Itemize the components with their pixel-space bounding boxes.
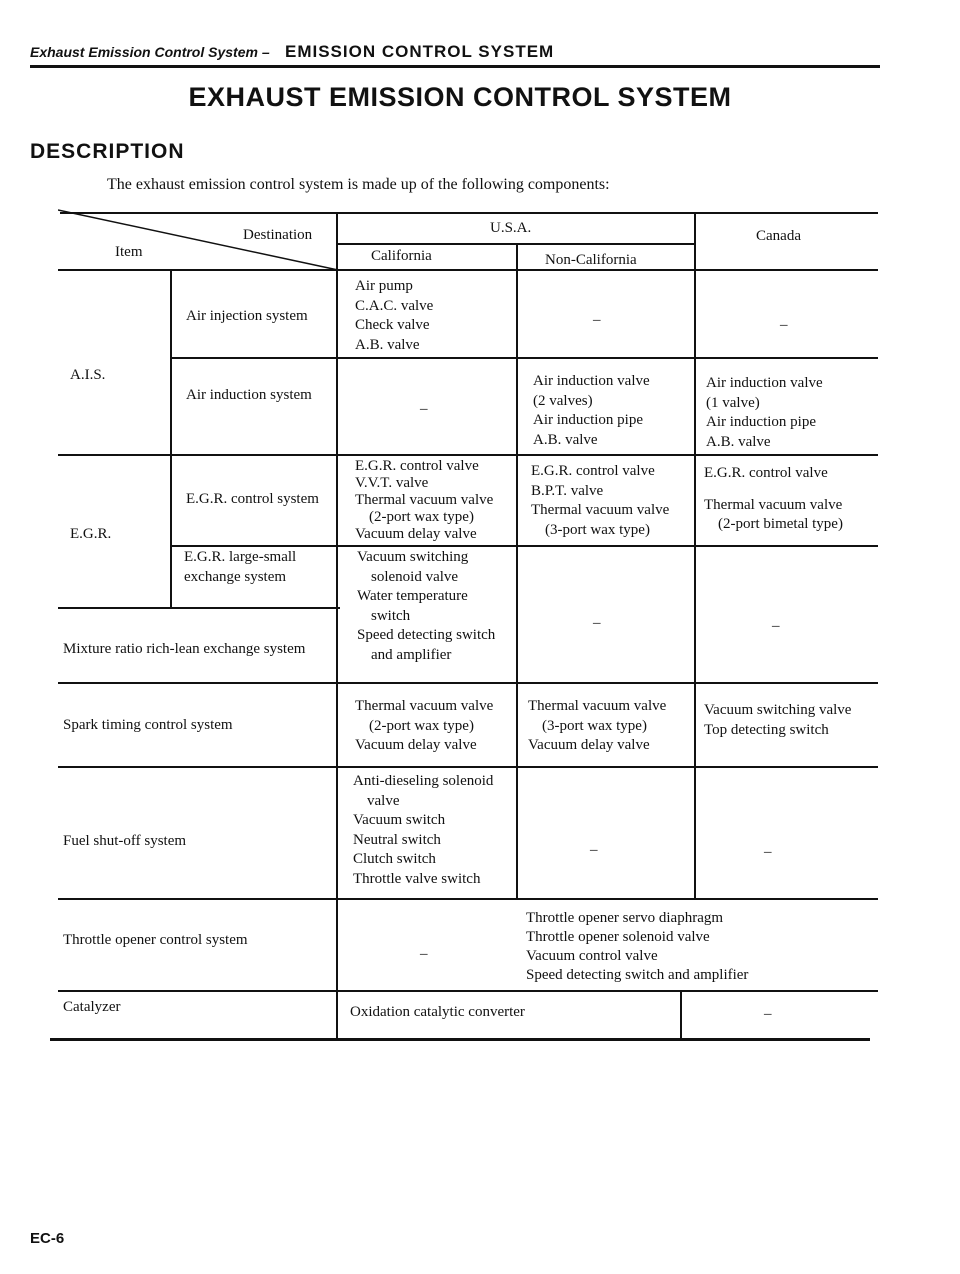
- cell-line: C.A.C. valve: [355, 297, 434, 314]
- cell-line: valve: [367, 792, 400, 809]
- egr-control-non-california: [531, 462, 669, 540]
- cell-line: Vacuum delay valve: [355, 737, 477, 753]
- cell-line: Vacuum delay valve: [355, 526, 477, 542]
- table-bottom-rule: [50, 1038, 870, 1041]
- egr-mid-rule: [170, 545, 878, 547]
- egr-control-canada: [704, 464, 843, 535]
- egr-control-california: [355, 458, 493, 543]
- page-number: EC-6: [30, 1230, 65, 1247]
- header-section-title: EMISSION CONTROL SYSTEM: [285, 42, 555, 61]
- fuel-label: Fuel shut-off system: [63, 833, 187, 849]
- subitem-divider: [170, 269, 172, 607]
- spark-label: Spark timing control system: [63, 717, 233, 733]
- mixture-canada: –: [772, 618, 780, 634]
- egr-control-label: E.G.R. control system: [186, 491, 319, 507]
- cell-line: Air induction pipe: [533, 412, 643, 428]
- cell-line: Thermal vacuum valve: [704, 496, 843, 513]
- cell-line: (2-port wax type): [369, 717, 474, 734]
- page-title: EXHAUST EMISSION CONTROL SYSTEM: [188, 82, 732, 112]
- air-injection-label: Air injection system: [186, 308, 308, 324]
- fuel-canada: –: [764, 844, 772, 860]
- air-induction-label: Air induction system: [186, 387, 312, 403]
- cell-line: Throttle valve switch: [353, 870, 481, 887]
- catalyzer-label: Catalyzer: [63, 999, 121, 1015]
- ais-bottom-rule: [58, 454, 878, 456]
- cell-line: Vacuum delay valve: [528, 737, 650, 753]
- cell-line: and amplifier: [371, 646, 452, 663]
- cell-line: Speed detecting switch: [357, 627, 496, 643]
- header-section-italic: Exhaust Emission Control System –: [30, 44, 270, 60]
- mixture-bottom-rule: [58, 682, 878, 684]
- cell-line: E.G.R. control valve: [531, 463, 655, 479]
- cell-line: (3-port wax type): [545, 521, 650, 538]
- air-injection-non-california: –: [593, 312, 601, 328]
- cell-line: (1 valve): [706, 394, 760, 411]
- header-non-california: Non-California: [545, 252, 637, 268]
- ais-mid-rule: [170, 357, 878, 359]
- cell-line: Check valve: [355, 317, 430, 333]
- egr-label: E.G.R.: [70, 526, 112, 542]
- catalyzer-usa: Oxidation catalytic converter: [350, 1004, 525, 1020]
- cell-line: exchange system: [184, 568, 287, 585]
- cell-line: solenoid valve: [371, 568, 459, 585]
- air-injection-california: [355, 277, 433, 355]
- header-item: Item: [115, 244, 143, 260]
- cell-line: Vacuum switching: [357, 549, 469, 565]
- fuel-bottom-rule: [58, 898, 878, 900]
- cell-line: A.B. valve: [533, 431, 598, 448]
- header-usa: U.S.A.: [490, 220, 532, 236]
- fuel-california: [353, 772, 493, 889]
- air-induction-non-california: [533, 372, 650, 450]
- cell-line: Vacuum switch: [353, 812, 446, 828]
- cell-line: Thermal vacuum valve: [528, 698, 667, 714]
- cell-line: B.P.T. valve: [531, 482, 604, 499]
- spark-bottom-rule: [58, 766, 878, 768]
- mixture-non-california: –: [593, 615, 601, 631]
- cell-line: (2-port bimetal type): [718, 516, 843, 532]
- cell-line: V.V.T. valve: [355, 475, 429, 491]
- california-divider: [516, 243, 518, 898]
- mixture-label: Mixture ratio rich-lean exchange system: [63, 641, 306, 657]
- air-injection-canada: –: [780, 317, 788, 333]
- cell-line: Clutch switch: [353, 851, 436, 867]
- spark-california: [355, 697, 493, 756]
- air-induction-canada: [706, 374, 823, 452]
- catalyzer-canada: –: [764, 1006, 772, 1022]
- throttle-california: –: [420, 946, 428, 962]
- cell-line: E.G.R. control valve: [704, 465, 828, 481]
- header-california: California: [371, 248, 432, 264]
- ais-label: A.I.S.: [70, 367, 106, 383]
- cell-line: Vacuum control valve: [526, 948, 658, 964]
- item-divider: [336, 212, 338, 1040]
- cell-line: Air induction valve: [706, 375, 823, 391]
- cell-line: Throttle opener servo diaphragm: [526, 910, 724, 926]
- canada-divider-upper: [694, 212, 696, 898]
- cell-line: Anti-dieseling solenoid: [353, 773, 494, 789]
- throttle-other: [526, 909, 748, 985]
- cell-line: Thermal vacuum valve: [531, 502, 670, 518]
- cell-line: E.G.R. control valve: [355, 458, 479, 474]
- mixture-california: [357, 548, 495, 665]
- spark-canada: [704, 701, 851, 740]
- cell-line: Air pump: [355, 278, 413, 294]
- canada-divider-lower: [680, 990, 682, 1040]
- cell-line: Vacuum switching valve: [704, 702, 852, 718]
- cell-line: switch: [371, 607, 411, 624]
- egr-large-small-label: [184, 548, 296, 587]
- header-canada: Canada: [756, 228, 801, 244]
- intro-paragraph: The exhaust emission control system is made up of the following components:: [107, 176, 610, 193]
- cell-line: Thermal vacuum valve: [355, 698, 494, 714]
- cell-line: (2 valves): [533, 392, 593, 409]
- air-induction-california: –: [420, 401, 428, 417]
- cell-line: A.B. valve: [706, 433, 771, 450]
- section-heading: DESCRIPTION: [30, 140, 185, 163]
- usa-subhead-rule: [336, 243, 694, 245]
- cell-line: Throttle opener solenoid valve: [526, 929, 710, 945]
- header-destination: Destination: [243, 227, 313, 243]
- throttle-bottom-rule: [58, 990, 878, 992]
- cell-line: (3-port wax type): [542, 717, 647, 734]
- spark-non-california: [528, 697, 666, 756]
- cell-line: Air induction valve: [533, 373, 650, 389]
- cell-line: A.B. valve: [355, 336, 420, 353]
- throttle-label: Throttle opener control system: [63, 932, 248, 948]
- egr-bottom-rule: [58, 607, 340, 609]
- fuel-non-california: –: [590, 842, 598, 858]
- cell-line: Top detecting switch: [704, 721, 829, 738]
- cell-line: E.G.R. large-small: [184, 549, 297, 565]
- cell-line: Water temperature: [357, 588, 468, 604]
- cell-line: Neutral switch: [353, 831, 441, 848]
- cell-line: Thermal vacuum valve: [355, 492, 494, 508]
- cell-line: Air induction pipe: [706, 414, 816, 430]
- cell-line: (2-port wax type): [369, 509, 474, 525]
- cell-line: Speed detecting switch and amplifier: [526, 967, 749, 983]
